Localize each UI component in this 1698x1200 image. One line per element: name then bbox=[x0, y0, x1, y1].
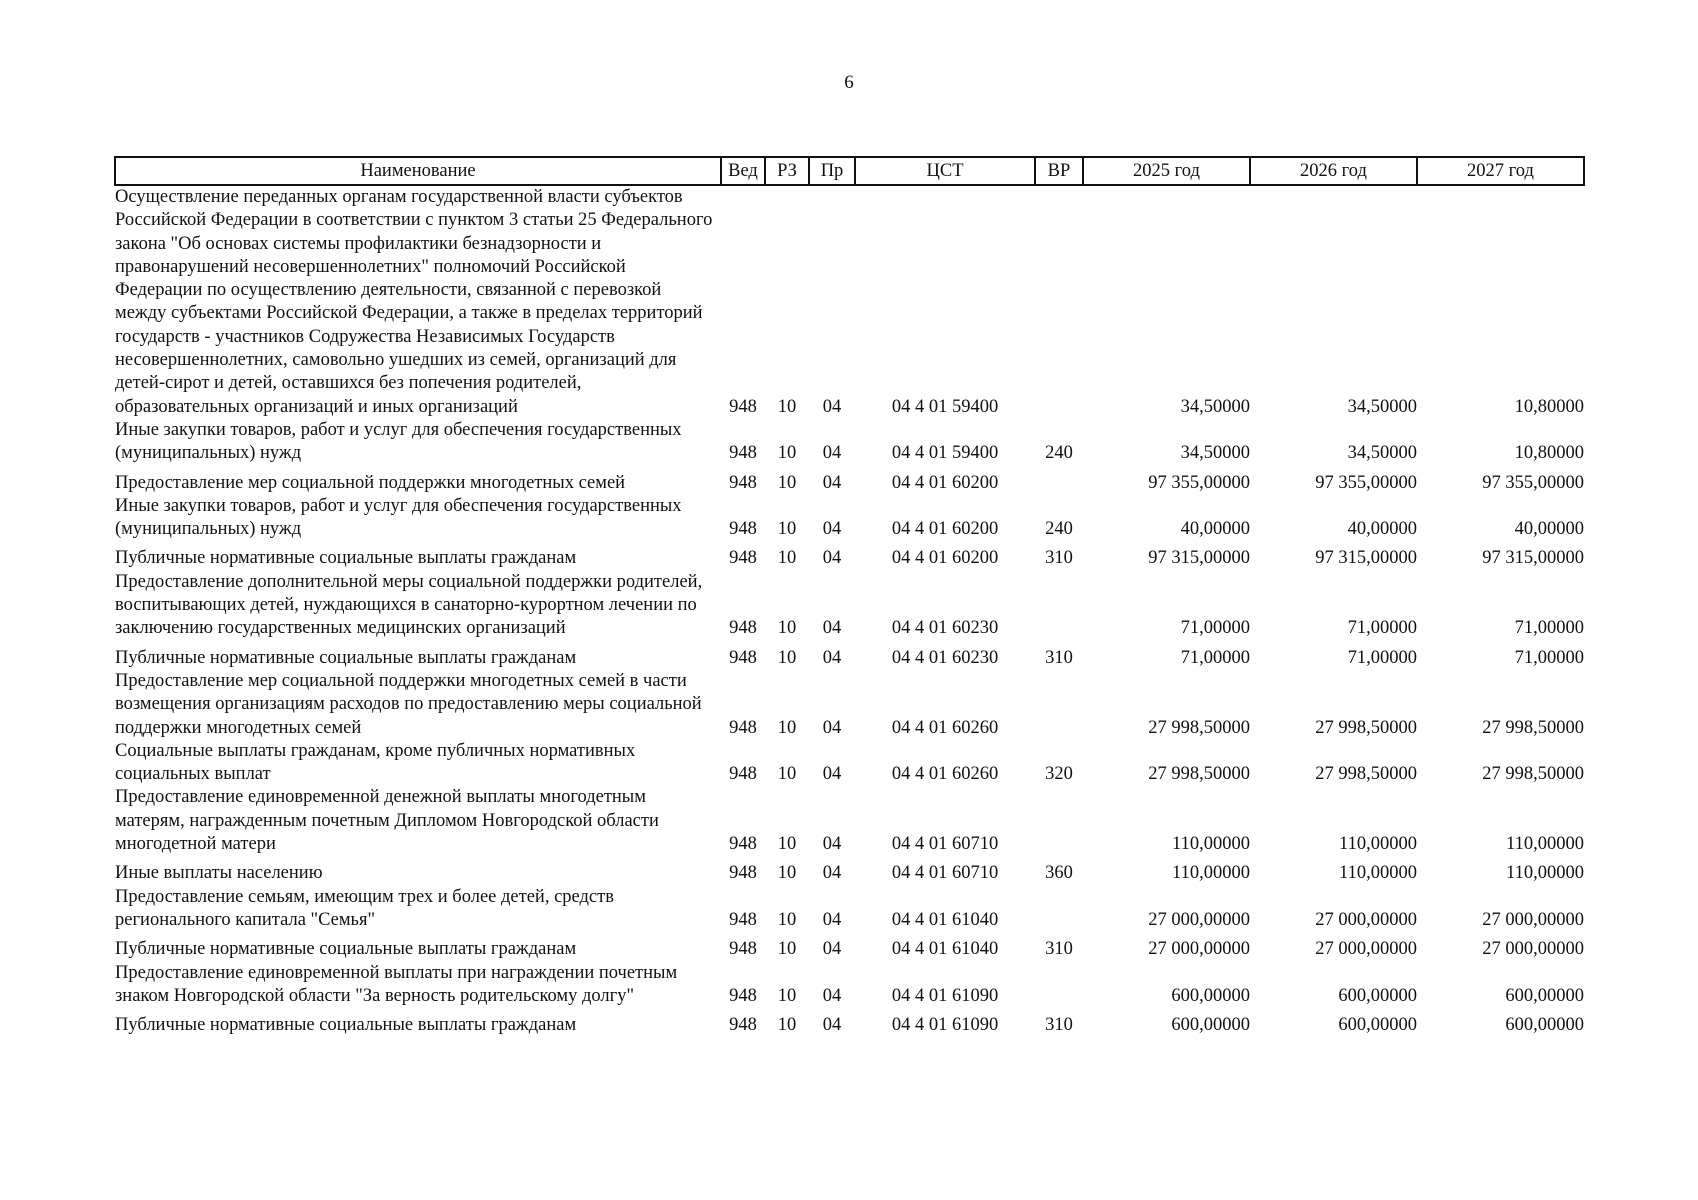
cell-vr bbox=[1035, 466, 1083, 495]
cell-vr: 310 bbox=[1045, 647, 1073, 668]
cell-y2026: 600,00000 bbox=[1338, 985, 1417, 1006]
table-row bbox=[115, 495, 1584, 542]
cell-rz: 10 bbox=[777, 985, 797, 1006]
cell-y2025: 600,00000 bbox=[1171, 985, 1250, 1006]
header-vr: ВР bbox=[1035, 157, 1083, 185]
cell-rz: 10 bbox=[777, 863, 797, 884]
cell-y2025: 600,00000 bbox=[1171, 1015, 1250, 1036]
cell-y2026: 34,50000 bbox=[1347, 396, 1417, 417]
cell-cst: 04 4 01 60200 bbox=[891, 472, 999, 493]
cell-ved: 948 bbox=[729, 985, 757, 1006]
cell-y2025: 71,00000 bbox=[1180, 647, 1250, 668]
cell-name: Предоставление мер социальной поддержки многодетных семей bbox=[115, 472, 626, 493]
cell-y2027: 97 355,00000 bbox=[1482, 472, 1584, 493]
cell-y2025: 27 998,50000 bbox=[1148, 717, 1250, 738]
cell-vr: 310 bbox=[1045, 1015, 1073, 1036]
cell-y2025: 97 315,00000 bbox=[1148, 548, 1250, 569]
table-header bbox=[115, 157, 1584, 185]
cell-rz: 10 bbox=[777, 909, 797, 930]
cell-cst: 04 4 01 60200 bbox=[891, 519, 999, 540]
cell-y2026: 34,50000 bbox=[1347, 443, 1417, 464]
cell-rz: 10 bbox=[777, 443, 797, 464]
cell-ved: 948 bbox=[729, 618, 757, 639]
cell-y2027: 10,80000 bbox=[1514, 396, 1584, 417]
cell-vr: 310 bbox=[1045, 939, 1073, 960]
cell-cst: 04 4 01 61040 bbox=[891, 909, 999, 930]
cell-pr: 04 bbox=[822, 909, 842, 930]
cell-pr: 04 bbox=[822, 939, 842, 960]
cell-vr: 320 bbox=[1045, 764, 1073, 785]
cell-y2027: 71,00000 bbox=[1514, 647, 1584, 668]
cell-ved: 948 bbox=[729, 1015, 757, 1036]
cell-cst: 04 4 01 60230 bbox=[891, 618, 999, 639]
cell-pr: 04 bbox=[822, 647, 842, 668]
cell-pr: 04 bbox=[822, 863, 842, 884]
cell-vr: 310 bbox=[1045, 548, 1073, 569]
cell-y2026: 97 315,00000 bbox=[1315, 548, 1417, 569]
cell-name: Социальные выплаты гражданам, кроме публичных нормативных социальных выплат bbox=[115, 740, 636, 785]
cell-rz: 10 bbox=[777, 939, 797, 960]
cell-cst: 04 4 01 60710 bbox=[891, 834, 999, 855]
cell-cst: 04 4 01 60260 bbox=[891, 764, 999, 785]
cell-pr: 04 bbox=[822, 1015, 842, 1036]
cell-cst: 04 4 01 61040 bbox=[891, 939, 999, 960]
cell-name: Иные выплаты населению bbox=[115, 863, 323, 884]
cell-rz: 10 bbox=[777, 764, 797, 785]
cell-ved: 948 bbox=[729, 834, 757, 855]
cell-y2025: 71,00000 bbox=[1180, 618, 1250, 639]
cell-rz: 10 bbox=[777, 472, 797, 493]
cell-y2025: 34,50000 bbox=[1180, 396, 1250, 417]
header-2025: 2025 год bbox=[1083, 157, 1250, 185]
cell-pr: 04 bbox=[822, 985, 842, 1006]
cell-cst: 04 4 01 59400 bbox=[891, 396, 999, 417]
cell-vr bbox=[1035, 786, 1083, 856]
cell-pr: 04 bbox=[822, 548, 842, 569]
table-row bbox=[115, 886, 1584, 933]
cell-pr: 04 bbox=[822, 443, 842, 464]
header-cst: ЦСТ bbox=[855, 157, 1035, 185]
cell-name: Иные закупки товаров, работ и услуг для обеспечения государственных (муниципальных) нужд bbox=[115, 419, 682, 464]
table-row bbox=[115, 740, 1584, 787]
cell-name: Публичные нормативные социальные выплаты гражданам bbox=[115, 548, 577, 569]
cell-y2026: 40,00000 bbox=[1347, 519, 1417, 540]
cell-ved: 948 bbox=[729, 863, 757, 884]
cell-y2027: 10,80000 bbox=[1514, 443, 1584, 464]
cell-rz: 10 bbox=[777, 519, 797, 540]
table-row bbox=[115, 786, 1584, 856]
cell-rz: 10 bbox=[777, 396, 797, 417]
cell-y2026: 110,00000 bbox=[1339, 834, 1417, 855]
cell-pr: 04 bbox=[822, 764, 842, 785]
cell-y2026: 600,00000 bbox=[1338, 1015, 1417, 1036]
cell-ved: 948 bbox=[729, 396, 757, 417]
cell-y2025: 40,00000 bbox=[1180, 519, 1250, 540]
cell-pr: 04 bbox=[822, 618, 842, 639]
page-number: 6 bbox=[844, 72, 854, 93]
cell-name: Предоставление дополнительной меры социальной поддержки родителей, воспитывающих детей, нуждающихся в санаторно-курортном лечении по заключению государственных медицинских организаций bbox=[115, 571, 703, 639]
cell-y2027: 110,00000 bbox=[1506, 863, 1584, 884]
cell-ved: 948 bbox=[729, 717, 757, 738]
cell-rz: 10 bbox=[777, 618, 797, 639]
cell-rz: 10 bbox=[777, 548, 797, 569]
header-2027: 2027 год bbox=[1417, 157, 1584, 185]
table-row bbox=[115, 541, 1584, 570]
table-row bbox=[115, 932, 1584, 961]
cell-rz: 10 bbox=[777, 834, 797, 855]
header-rz: РЗ bbox=[765, 157, 809, 185]
cell-ved: 948 bbox=[729, 939, 757, 960]
header-2026: 2026 год bbox=[1250, 157, 1417, 185]
cell-pr: 04 bbox=[822, 472, 842, 493]
cell-ved: 948 bbox=[729, 443, 757, 464]
cell-y2025: 34,50000 bbox=[1180, 443, 1250, 464]
header-pr: Пр bbox=[809, 157, 855, 185]
cell-y2027: 600,00000 bbox=[1505, 985, 1584, 1006]
cell-name: Предоставление единовременной денежной выплаты многодетным матерям, награжденным почетным Дипломом Новгородской области многодетной матери bbox=[115, 787, 659, 855]
cell-name: Публичные нормативные социальные выплаты гражданам bbox=[115, 1015, 577, 1036]
header-name: Наименование bbox=[115, 157, 721, 185]
cell-cst: 04 4 01 60230 bbox=[891, 647, 999, 668]
cell-name: Публичные нормативные социальные выплаты гражданам bbox=[115, 647, 577, 668]
cell-y2027: 40,00000 bbox=[1514, 519, 1584, 540]
cell-y2025: 27 000,00000 bbox=[1148, 939, 1250, 960]
cell-cst: 04 4 01 61090 bbox=[891, 1015, 999, 1036]
cell-ved: 948 bbox=[729, 647, 757, 668]
cell-pr: 04 bbox=[822, 834, 842, 855]
table-row bbox=[115, 571, 1584, 641]
cell-y2027: 27 000,00000 bbox=[1482, 939, 1584, 960]
cell-cst: 04 4 01 60260 bbox=[891, 717, 999, 738]
table-row bbox=[115, 1008, 1584, 1037]
cell-vr bbox=[1035, 185, 1083, 419]
cell-y2027: 97 315,00000 bbox=[1482, 548, 1584, 569]
cell-vr: 240 bbox=[1045, 519, 1073, 540]
table-row bbox=[115, 419, 1584, 466]
cell-y2026: 71,00000 bbox=[1347, 618, 1417, 639]
cell-name: Осуществление переданных органам государственной власти субъектов Российской Федерации в соответствии с пунктом 3 статьи 25 Федерального закона "Об основах системы профилактики безнадзорности и правонарушений несовершеннолетних" полномочий Российской Федерации по осуществлению деятельности, связанной с перевозкой между субъектами Российской Федерации, а также в пределах территорий государств - участников Содружества Независимых Государств несовершеннолетних, самовольно ушедших из семей, организаций для детей-сирот и детей, оставшихся без попечения родителей, образовательных организаций и иных организаций bbox=[115, 187, 713, 417]
cell-vr bbox=[1035, 670, 1083, 740]
cell-cst: 04 4 01 60710 bbox=[891, 863, 999, 884]
cell-cst: 04 4 01 61090 bbox=[891, 985, 999, 1006]
cell-vr bbox=[1035, 571, 1083, 641]
cell-y2027: 27 998,50000 bbox=[1482, 717, 1584, 738]
cell-y2026: 71,00000 bbox=[1347, 647, 1417, 668]
cell-rz: 10 bbox=[777, 717, 797, 738]
cell-y2027: 110,00000 bbox=[1506, 834, 1584, 855]
cell-ved: 948 bbox=[729, 548, 757, 569]
cell-rz: 10 bbox=[777, 1015, 797, 1036]
budget-table bbox=[114, 156, 1585, 1037]
header-ved: Вед bbox=[721, 157, 765, 185]
cell-name: Публичные нормативные социальные выплаты гражданам bbox=[115, 939, 577, 960]
cell-ved: 948 bbox=[729, 764, 757, 785]
table-row bbox=[115, 962, 1584, 1009]
cell-ved: 948 bbox=[729, 909, 757, 930]
table-body bbox=[115, 185, 1584, 1037]
cell-y2025: 110,00000 bbox=[1172, 834, 1250, 855]
cell-name: Предоставление единовременной выплаты при награждении почетным знаком Новгородской области "За верность родительскому долгу" bbox=[115, 962, 678, 1006]
cell-pr: 04 bbox=[822, 717, 842, 738]
cell-y2026: 27 998,50000 bbox=[1315, 717, 1417, 738]
cell-rz: 10 bbox=[777, 647, 797, 668]
cell-y2027: 27 000,00000 bbox=[1482, 909, 1584, 930]
cell-name: Иные закупки товаров, работ и услуг для обеспечения государственных (муниципальных) нужд bbox=[115, 495, 682, 540]
cell-y2026: 27 998,50000 bbox=[1315, 764, 1417, 785]
cell-vr: 360 bbox=[1045, 863, 1073, 884]
table-row bbox=[115, 670, 1584, 740]
cell-cst: 04 4 01 59400 bbox=[891, 443, 999, 464]
cell-y2026: 27 000,00000 bbox=[1315, 909, 1417, 930]
cell-y2025: 110,00000 bbox=[1172, 863, 1250, 884]
cell-vr: 240 bbox=[1045, 443, 1073, 464]
cell-y2027: 600,00000 bbox=[1505, 1015, 1584, 1036]
cell-y2025: 27 998,50000 bbox=[1148, 764, 1250, 785]
cell-pr: 04 bbox=[822, 519, 842, 540]
table-row bbox=[115, 856, 1584, 885]
cell-y2026: 110,00000 bbox=[1339, 863, 1417, 884]
cell-y2025: 27 000,00000 bbox=[1148, 909, 1250, 930]
cell-cst: 04 4 01 60200 bbox=[891, 548, 999, 569]
table-row bbox=[115, 466, 1584, 495]
cell-vr bbox=[1035, 962, 1083, 1009]
table-row bbox=[115, 185, 1584, 419]
cell-y2026: 97 355,00000 bbox=[1315, 472, 1417, 493]
table-row bbox=[115, 641, 1584, 670]
cell-ved: 948 bbox=[729, 519, 757, 540]
cell-y2027: 71,00000 bbox=[1514, 618, 1584, 639]
cell-name: Предоставление мер социальной поддержки многодетных семей в части возмещения организациям расходов по предоставлению меры социальной поддержки многодетных семей bbox=[115, 670, 702, 738]
cell-name: Предоставление семьям, имеющим трех и более детей, средств регионального капитала "Семья" bbox=[115, 886, 614, 930]
cell-y2026: 27 000,00000 bbox=[1315, 939, 1417, 960]
cell-pr: 04 bbox=[822, 396, 842, 417]
cell-y2025: 97 355,00000 bbox=[1148, 472, 1250, 493]
cell-y2027: 27 998,50000 bbox=[1482, 764, 1584, 785]
cell-vr bbox=[1035, 886, 1083, 933]
cell-ved: 948 bbox=[729, 472, 757, 493]
